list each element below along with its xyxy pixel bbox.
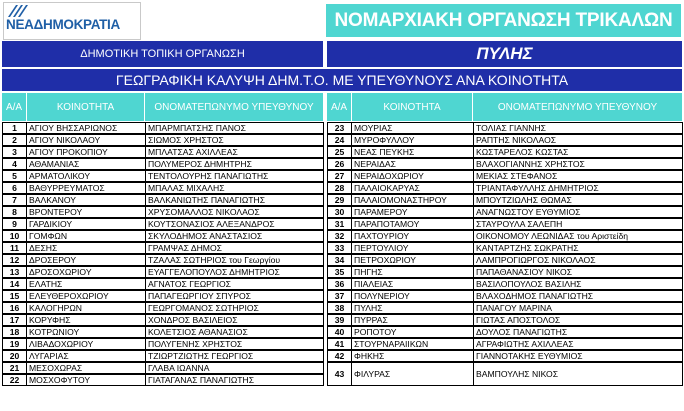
left-cell-aa: 11: [2, 242, 27, 254]
right-cell-name: ΒΑΣΙΛΟΠΟΥΛΟΣ ΒΑΣΙΛΗΣ: [473, 278, 683, 290]
left-cell-name: ΠΟΛΥΜΕΡΟΣ ΔΗΜΗΤΡΗΣ: [145, 158, 324, 170]
left-cell-name: ΕΥΑΓΓΕΛΟΠΟΥΛΟΣ ΔΗΜΗΤΡΙΟΣ: [145, 266, 324, 278]
right-cell-name: ΤΡΙΑΝΤΑΦΥΛΛΗΣ ΔΗΜΗΤΡΙΟΣ: [473, 182, 683, 194]
left-cell-name: ΧΟΝΔΡΟΣ ΒΑΣΙΛΕΙΟΣ: [145, 314, 324, 326]
right-cell-community: ΠΑΡΑΠΟΤΑΜΟΥ: [351, 218, 474, 230]
header-name-left: ΟΝΟΜΑΤΕΠΩΝΥΜΟ ΥΠΕΥΘΥΝΟΥ: [145, 93, 323, 121]
left-cell-community: ΕΛΑΤΗΣ: [26, 278, 146, 290]
right-cell-community: ΜΟΥΡΙΑΣ: [351, 122, 474, 134]
right-cell-community: ΠΙΑΛΕΙΑΣ: [351, 278, 474, 290]
left-cell-aa: 21: [2, 362, 27, 374]
left-cell-aa: 2: [2, 134, 27, 146]
right-cell-community: ΝΕΡΑΙΔΟΧΩΡΙΟΥ: [351, 170, 474, 182]
party-logo: [3, 2, 141, 40]
right-cell-community: ΦΗΚΗΣ: [351, 350, 474, 362]
right-cell-aa: 34: [327, 254, 352, 266]
left-cell-name: ΒΑΛΚΑΝΙΩΤΗΣ ΠΑΝΑΓΙΩΤΗΣ: [145, 194, 324, 206]
right-cell-name: ΠΑΝΑΓΟΥ ΜΑΡΙΝΑ: [473, 302, 683, 314]
right-cell-name: ΔΟΥΛΟΣ ΠΑΝΑΓΙΩΤΗΣ: [473, 326, 683, 338]
right-cell-community: ΠΥΛΗΣ: [351, 302, 474, 314]
left-cell-community: ΑΡΜΑΤΟΛΙΚΟΥ: [26, 170, 146, 182]
right-cell-name: ΜΠΟΥΤΖΙΩΛΗΣ ΘΩΜΑΣ: [473, 194, 683, 206]
left-cell-community: ΒΑΛΚΑΝΟΥ: [26, 194, 146, 206]
left-cell-aa: 19: [2, 338, 27, 350]
left-cell-name: ΑΓΝΑΤΟΣ ΓΕΩΡΓΙΟΣ: [145, 278, 324, 290]
left-cell-name: ΣΚΥΛΟΔΗΜΟΣ ΑΝΑΣΤΑΣΙΟΣ: [145, 230, 324, 242]
right-cell-aa: 42: [327, 350, 352, 362]
section-title: ΓΕΩΓΡΑΦΙΚΗ ΚΑΛΥΨΗ ΔΗΜ.Τ.Ο. ΜΕ ΥΠΕΥΘΥΝΟΥΣ ΑΝΑ ΚΟΙΝΟΤΗΤΑ: [2, 69, 682, 91]
top-bar: [0, 0, 684, 42]
right-cell-name: ΒΛΑΧΟΓΙΑΝΝΗΣ ΧΡΗΣΤΟΣ: [473, 158, 683, 170]
right-cell-aa: 30: [327, 206, 352, 218]
right-cell-aa: 28: [327, 182, 352, 194]
right-cell-community: ΠΟΛΥΝΕΡΙΟΥ: [351, 290, 474, 302]
right-cell-aa: 35: [327, 266, 352, 278]
left-cell-aa: 20: [2, 350, 27, 362]
left-cell-community: ΑΓΙΟΥ ΒΗΣΣΑΡΙΩΝΟΣ: [26, 122, 146, 134]
right-cell-community: ΣΤΟΥΡΝΑΡΑΙΙΚΩΝ: [351, 338, 474, 350]
right-cell-community: ΠΑΡΑΜΕΡΟΥ: [351, 206, 474, 218]
left-cell-community: ΜΟΣΧΟΦΥΤΟΥ: [26, 374, 146, 386]
right-cell-community: ΜΥΡΟΦΥΛΛΟΥ: [351, 134, 474, 146]
right-cell-name: ΒΛΑΧΟΔΗΜΟΣ ΠΑΝΑΓΙΩΤΗΣ: [473, 290, 683, 302]
right-cell-name: ΡΑΠΤΗΣ ΝΙΚΟΛΑΟΣ: [473, 134, 683, 146]
right-cell-name: ΑΝΑΓΝΩΣΤΟΥ ΕΥΘΥΜΙΟΣ: [473, 206, 683, 218]
right-cell-aa: 32: [327, 230, 352, 242]
left-cell-aa: 5: [2, 170, 27, 182]
right-cell-name: ΑΓΡΑΦΙΩΤΗΣ ΑΧΙΛΛΕΑΣ: [473, 338, 683, 350]
left-cell-community: ΒΡΟΝΤΕΡΟΥ: [26, 206, 146, 218]
right-cell-name: ΓΙΑΝΝΟΤΑΚΗΣ ΕΥΘΥΜΙΟΣ: [473, 350, 683, 362]
right-cell-community: ΦΙΛΥΡΑΣ: [351, 362, 474, 386]
left-cell-aa: 17: [2, 314, 27, 326]
left-cell-name: ΓΙΑΤΑΓΑΝΑΣ ΠΑΝΑΓΙΩΤΗΣ: [145, 374, 324, 386]
left-cell-community: ΑΓΙΟΥ ΝΙΚΟΛΑΟΥ: [26, 134, 146, 146]
left-cell-name: ΜΠΛΑΤΣΑΣ ΑΧΙΛΛΕΑΣ: [145, 146, 324, 158]
left-cell-community: ΓΑΡΔΙΚΙΟΥ: [26, 218, 146, 230]
left-cell-name: ΣΙΩΜΟΣ ΧΡΗΣΤΟΣ: [145, 134, 324, 146]
left-cell-aa: 12: [2, 254, 27, 266]
right-cell-name: ΛΑΜΠΡΟΓΙΩΡΓΟΣ ΝΙΚΟΛΑΟΣ: [473, 254, 683, 266]
right-cell-community: ΠΕΡΤΟΥΛΙΟΥ: [351, 242, 474, 254]
left-cell-name: ΤΖΑΛΑΣ ΣΩΤΗΡΙΟΣ του Γεωργίου: [145, 254, 324, 266]
right-cell-name: ΒΑΜΠΟΥΛΗΣ ΝΙΚΟΣ: [473, 362, 683, 386]
right-cell-name: ΚΩΣΤΑΡΕΛΟΣ ΚΩΣΤΑΣ: [473, 146, 683, 158]
left-cell-community: ΕΛΕΥΘΕΡΟΧΩΡΙΟΥ: [26, 290, 146, 302]
right-cell-community: ΠΑΧΤΟΥΡΙΟΥ: [351, 230, 474, 242]
left-cell-aa: 13: [2, 266, 27, 278]
left-cell-aa: 22: [2, 374, 27, 386]
header-community-left: ΚΟΙΝΟΤΗΤΑ: [27, 93, 144, 121]
right-cell-aa: 38: [327, 302, 352, 314]
header-aa-right: Α/Α: [327, 93, 351, 121]
left-cell-aa: 3: [2, 146, 27, 158]
left-cell-aa: 14: [2, 278, 27, 290]
left-cell-name: ΚΟΛΕΤΣΙΟΣ ΑΘΑΝΑΣΙΟΣ: [145, 326, 324, 338]
right-cell-name: ΟΙΚΟΝΟΜΟΥ ΛΕΩΝΙΔΑΣ του Αριστείδη: [473, 230, 683, 242]
left-cell-name: ΧΡΥΣΟΜΑΛΛΟΣ ΝΙΚΟΛΑΟΣ: [145, 206, 324, 218]
logo-stripes-icon: [6, 4, 46, 18]
left-cell-aa: 7: [2, 194, 27, 206]
header-name-right: ΟΝΟΜΑΤΕΠΩΝΥΜΟ ΥΠΕΥΘΥΝΟΥ: [473, 93, 682, 121]
header-community-right: ΚΟΙΝΟΤΗΤΑ: [352, 93, 472, 121]
right-cell-aa: 31: [327, 218, 352, 230]
left-cell-community: ΑΘΑΜΑΝΙΑΣ: [26, 158, 146, 170]
right-cell-community: ΡΟΠΟΤΟΥ: [351, 326, 474, 338]
logo-text: ΝΕΑΔΗΜΟΚΡΑΤΙΑ: [6, 17, 120, 32]
left-cell-name: ΓΕΩΡΓΟΜΑΝΟΣ ΣΩΤΗΡΙΟΣ: [145, 302, 324, 314]
right-cell-community: ΠΑΛΑΙΟΚΑΡΥΑΣ: [351, 182, 474, 194]
left-cell-name: ΓΡΑΜΨΑΣ ΔΗΜΟΣ: [145, 242, 324, 254]
right-cell-aa: 41: [327, 338, 352, 350]
right-cell-aa: 33: [327, 242, 352, 254]
right-cell-community: ΠΑΛΑΙΟΜΟΝΑΣΤΗΡΟΥ: [351, 194, 474, 206]
left-cell-community: ΒΑΘΥΡΡΕΥΜΑΤΟΣ: [26, 182, 146, 194]
right-cell-community: ΠΕΤΡΟΧΩΡΙΟΥ: [351, 254, 474, 266]
left-cell-aa: 1: [2, 122, 27, 134]
left-cell-aa: 10: [2, 230, 27, 242]
right-cell-community: ΠΥΡΡΑΣ: [351, 314, 474, 326]
right-cell-aa: 23: [327, 122, 352, 134]
left-cell-name: ΠΟΛΥΓΕΝΗΣ ΧΡΗΣΤΟΣ: [145, 338, 324, 350]
right-cell-aa: 27: [327, 170, 352, 182]
header-aa-left: Α/Α: [2, 93, 26, 121]
right-cell-aa: 37: [327, 290, 352, 302]
left-cell-aa: 4: [2, 158, 27, 170]
left-cell-name: ΚΟΥΤΣΟΝΑΣΙΟΣ ΑΛΕΞΑΝΔΡΟΣ: [145, 218, 324, 230]
left-cell-community: ΓΟΜΦΩΝ: [26, 230, 146, 242]
right-cell-aa: 25: [327, 146, 352, 158]
left-cell-name: ΤΕΝΤΟΛΟΥΡΗΣ ΠΑΝΑΓΙΩΤΗΣ: [145, 170, 324, 182]
left-cell-community: ΚΑΛΟΓΗΡΩΝ: [26, 302, 146, 314]
right-cell-community: ΠΗΓΗΣ: [351, 266, 474, 278]
right-cell-community: ΝΕΡΑΙΔΑΣ: [351, 158, 474, 170]
left-cell-community: ΔΡΟΣΟΧΩΡΙΟΥ: [26, 266, 146, 278]
left-cell-aa: 6: [2, 182, 27, 194]
right-cell-name: ΣΤΑΥΡΟΥΛΑ ΣΑΛΕΠΗ: [473, 218, 683, 230]
right-cell-aa: 43: [327, 362, 352, 386]
right-cell-name: ΜΕΚΙΑΣ ΣΤΕΦΑΝΟΣ: [473, 170, 683, 182]
right-cell-aa: 26: [327, 158, 352, 170]
organization-label: ΔΗΜΟΤΙΚΗ ΤΟΠΙΚΗ ΟΡΓΑΝΩΣΗ: [2, 41, 323, 67]
right-cell-aa: 29: [327, 194, 352, 206]
left-cell-community: ΚΟΡΥΦΗΣ: [26, 314, 146, 326]
title-banner: [326, 4, 681, 37]
right-cell-name: ΓΙΩΤΑΣ ΑΠΟΣΤΟΛΟΣ: [473, 314, 683, 326]
left-cell-name: ΜΠΑΡΜΠΑΤΣΗΣ ΠΑΝΟΣ: [145, 122, 324, 134]
right-cell-aa: 39: [327, 314, 352, 326]
left-cell-aa: 16: [2, 302, 27, 314]
page-title: ΝΟΜΑΡΧΙΑΚΗ ΟΡΓΑΝΩΣΗ ΤΡΙΚΑΛΩΝ: [334, 10, 673, 31]
left-cell-name: ΜΠΑΛΑΣ ΜΙΧΑΛΗΣ: [145, 182, 324, 194]
right-cell-name: ΤΟΛΙΑΣ ΓΙΑΝΝΗΣ: [473, 122, 683, 134]
left-cell-name: ΓΛΑΒΑ ΙΩΑΝΝΑ: [145, 362, 324, 374]
left-cell-community: ΑΓΙΟΥ ΠΡΟΚΟΠΙΟΥ: [26, 146, 146, 158]
left-cell-community: ΛΥΓΑΡΙΑΣ: [26, 350, 146, 362]
right-cell-aa: 40: [327, 326, 352, 338]
right-cell-name: ΠΑΠΑΘΑΝΑΣΙΟΥ ΝΙΚΟΣ: [473, 266, 683, 278]
municipality-label: ΠΥΛΗΣ: [327, 41, 682, 67]
left-cell-community: ΔΕΣΗΣ: [26, 242, 146, 254]
left-cell-community: ΔΡΟΣΕΡΟΥ: [26, 254, 146, 266]
left-cell-aa: 18: [2, 326, 27, 338]
left-cell-aa: 8: [2, 206, 27, 218]
left-cell-community: ΜΕΣΟΧΩΡΑΣ: [26, 362, 146, 374]
left-cell-name: ΤΖΙΩΡΤΖΙΩΤΗΣ ΓΕΩΡΓΙΟΣ: [145, 350, 324, 362]
right-cell-name: ΚΑΝΤΑΡΤΖΗΣ ΣΩΚΡΑΤΗΣ: [473, 242, 683, 254]
left-cell-community: ΛΙΒΑΔΟΧΩΡΙΟΥ: [26, 338, 146, 350]
left-cell-community: ΚΟΤΡΩΝΙΟΥ: [26, 326, 146, 338]
left-cell-name: ΠΑΠΑΓΕΩΡΓΙΟΥ ΣΠΥΡΟΣ: [145, 290, 324, 302]
right-cell-community: ΝΕΑΣ ΠΕΥΚΗΣ: [351, 146, 474, 158]
left-cell-aa: 15: [2, 290, 27, 302]
right-cell-aa: 36: [327, 278, 352, 290]
left-cell-aa: 9: [2, 218, 27, 230]
right-cell-aa: 24: [327, 134, 352, 146]
